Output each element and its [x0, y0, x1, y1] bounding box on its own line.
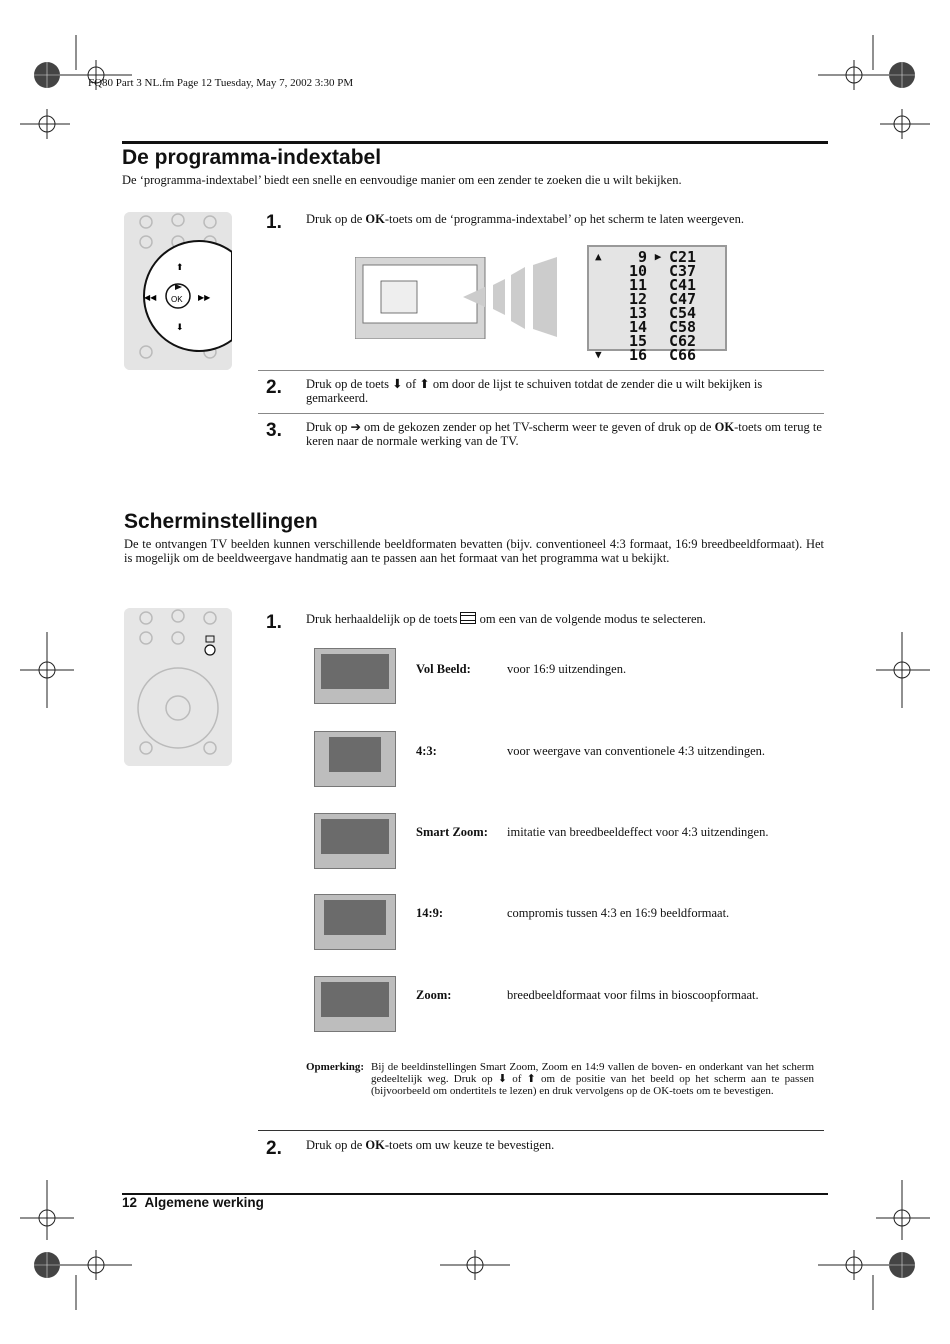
ok-key: OK [365, 212, 385, 226]
tv-thumbnail-14-9 [314, 894, 396, 950]
arrow-slot [595, 264, 617, 278]
down-arrow-icon: ▼ [595, 348, 602, 361]
channel-row [595, 264, 719, 278]
up-arrow-icon: ▲ [595, 250, 602, 263]
channel-name: C21 [669, 248, 697, 266]
section-intro: De ‘programma-indextabel’ biedt een snelle en eenvoudige manier om een zender te zoeken die u wilt bekijken. [122, 173, 682, 187]
section-rule [122, 141, 828, 144]
note-text: Bij de beeldinstellingen Smart Zoom, Zoom en 14:9 vallen de boven- en onderkant van het scherm gedeeltelijk weg. Druk op ⬇ of ⬆ om de positie van het beeld op het scherm aan te passen (bijvoorbeeld om ondertitels te lezen) en druk vervolgens op de OK-toets om te bevestigen. [371, 1061, 814, 1097]
mode-description: voor 16:9 uitzendingen. [507, 662, 627, 676]
mode-label: Vol Beeld: [416, 662, 471, 676]
section-title: De programma-indextabel [122, 146, 382, 169]
step-text-pre: Druk op ➔ om de gekozen zender op het TV-scherm weer te geven of druk op de [306, 420, 715, 434]
section-intro: De te ontvangen TV beelden kunnen verschillende beeldformaten bevatten (bijv. conventioneel 4:3 formaat, 16:9 breedbeeldformaat). Het is mogelijk om de beeldweergave handmatig aan te passen aan het formaat van het programma wat u bekijkt. [124, 537, 824, 565]
channel-name: C58 [669, 318, 697, 336]
file-header: FQ80 Part 3 NL.fm Page 12 Tuesday, May 7, 2002 3:30 PM [88, 77, 354, 89]
channel-row [595, 334, 719, 348]
step-text-pre: Druk op de [306, 212, 366, 226]
cursor-slot [647, 320, 669, 334]
tv-thumbnail-smart-zoom [314, 813, 396, 869]
channel-row [595, 320, 719, 334]
ok-key: OK [714, 420, 735, 434]
step-number: 2. [266, 1138, 282, 1159]
step-text-pre: Druk herhaaldelijk op de toets [306, 612, 458, 626]
selection-cursor-icon: ▶ [654, 250, 662, 263]
step-text [306, 612, 826, 626]
channel-number: 12 [628, 290, 647, 308]
channel-row [595, 348, 719, 362]
mode-label: 4:3: [416, 744, 437, 758]
ok-label: OK [171, 295, 183, 304]
channel-number: 16 [628, 346, 647, 364]
cursor-slot [647, 306, 669, 320]
page-number: 12 [122, 1195, 138, 1210]
step-text-pre: Druk op de [306, 1138, 366, 1152]
footer-label: Algemene werking [144, 1195, 264, 1210]
tv-thumbnail-vol-beeld [314, 648, 396, 704]
screen-format-icon [460, 612, 476, 624]
channel-row [595, 292, 719, 306]
cursor-slot [647, 334, 669, 348]
mode-description: breedbeeldformaat voor films in bioscoopformaat. [507, 988, 759, 1002]
cursor-slot [647, 278, 669, 292]
step-text [306, 420, 826, 448]
section-title: Scherminstellingen [124, 510, 318, 533]
step-divider [258, 370, 824, 371]
cursor-slot [647, 292, 669, 306]
arrow-slot [595, 334, 617, 348]
cursor-slot [647, 348, 669, 362]
step-text-post: -toets om de ‘programma-indextabel’ op het scherm te laten weergeven. [384, 212, 744, 226]
mode-label: Zoom: [416, 988, 452, 1002]
arrow-slot [595, 320, 617, 334]
channel-number: 9 [637, 248, 647, 266]
channel-name: C54 [669, 304, 697, 322]
channel-number: 15 [628, 332, 647, 350]
channel-number: 13 [628, 304, 647, 322]
remote-control-image [124, 212, 232, 370]
channel-index-menu [587, 245, 727, 364]
mode-description: imitatie van breedbeeldeffect voor 4:3 uitzendingen. [507, 825, 769, 839]
channel-row [595, 278, 719, 292]
channel-row [595, 306, 719, 320]
note-label: Opmerking: [306, 1061, 365, 1073]
channel-number: 10 [628, 262, 647, 280]
svg-text:⬇: ⬇ [176, 322, 184, 332]
svg-text:◀◀: ◀◀ [144, 293, 157, 302]
svg-text:▶▶: ▶▶ [198, 293, 211, 302]
step-text-post: -toets om uw keuze te bevestigen. [384, 1138, 555, 1152]
mode-label: Smart Zoom: [416, 825, 488, 839]
step-number: 2. [266, 377, 282, 398]
tv-thumbnail-zoom [314, 976, 396, 1032]
step-text [306, 1138, 826, 1152]
mode-description: compromis tussen 4:3 en 16:9 beeldformaat. [507, 906, 730, 920]
ok-key: OK [365, 1138, 385, 1152]
mode-description: voor weergave van conventionele 4:3 uitzendingen. [507, 744, 766, 758]
cursor-slot [647, 264, 669, 278]
step-divider [258, 413, 824, 414]
step-text [306, 212, 826, 226]
mode-label: 14:9: [416, 906, 444, 920]
tv-thumbnail-4-3 [314, 731, 396, 787]
channel-number: 11 [628, 276, 647, 294]
arrow-slot [595, 292, 617, 306]
channel-number: 14 [628, 318, 647, 336]
page-footer [122, 1195, 264, 1210]
step-text-post: om een van de volgende modus te selecteren. [479, 612, 706, 626]
channel-name: C41 [669, 276, 697, 294]
svg-text:⬆: ⬆ [176, 262, 184, 272]
step-number: 3. [266, 420, 282, 441]
step-text: Druk op de toets ⬇ of ⬆ om door de lijst te schuiven totdat de zender die u wilt bekijken is gemarkeerd. [306, 377, 763, 405]
step-text-post: -toets om terug te keren naar de normale werking van de TV. [306, 420, 822, 448]
arrow-slot [595, 306, 617, 320]
channel-name: C47 [669, 290, 697, 308]
step-number: 1. [266, 612, 282, 633]
tv-illustration [355, 257, 565, 339]
channel-name: C62 [669, 332, 697, 350]
remote-control-image [124, 608, 232, 766]
channel-row [595, 250, 719, 264]
channel-name: C66 [669, 346, 697, 364]
step-divider [258, 1130, 824, 1131]
arrow-slot [595, 278, 617, 292]
step-number: 1. [266, 212, 282, 233]
channel-name: C37 [669, 262, 697, 280]
